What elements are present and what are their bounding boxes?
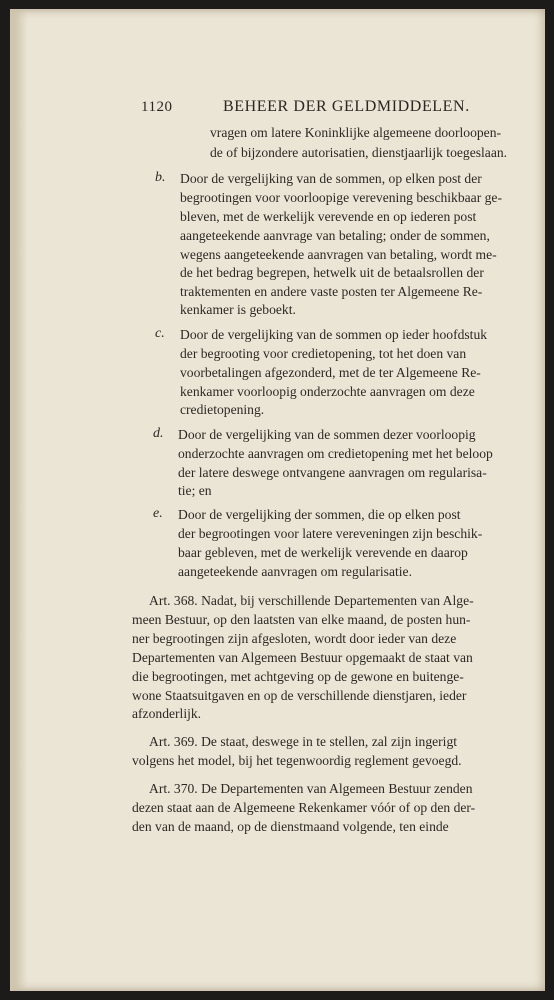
text-line: Door de vergelijking van de sommen op ieder hoofdstuk	[180, 327, 488, 342]
text-line: tie; en	[178, 483, 212, 498]
text-line: traktementen en andere vaste posten ter Algemeene Re-	[180, 284, 483, 299]
text-line: afzonderlijk.	[132, 706, 202, 721]
text-line: dezen staat aan de Algemeene Rekenkamer vóór of op den der-	[132, 800, 476, 815]
text-line: onderzochte aanvragen om credietopening met het beloop	[178, 446, 493, 461]
book-page	[10, 9, 545, 991]
text-line: die begrootingen, met achtgeving op de gewone en buitenge-	[132, 669, 464, 684]
running-title: BEHEER DER GELDMIDDELEN.	[223, 98, 470, 115]
text-line: credietopening.	[180, 402, 265, 417]
item-marker: b.	[155, 170, 166, 185]
text-line: aangeteekende aanvrage van betaling; onder de sommen,	[180, 228, 490, 243]
text-line: der begrootingen voor latere vereveningen zijn beschik-	[178, 526, 483, 541]
text-line: Door de vergelijking van de sommen, op elken post der	[180, 171, 482, 186]
text-line: volgens het model, bij het tegenwoordig reglement gevoegd.	[132, 753, 462, 768]
text-line: de of bijzondere autorisatien, dienstjaarlijk toegeslaan.	[210, 145, 508, 160]
item-marker: c.	[155, 326, 165, 341]
text-line: voorbetalingen afgezonderd, met de ter Algemeene Re-	[180, 365, 481, 380]
text-line: wone Staatsuitgaven en op de verschillende dienstjaren, ieder	[132, 688, 467, 703]
text-line: Door de vergelijking van de sommen dezer voorloopig	[178, 427, 476, 442]
text-line: Departementen van Algemeen Bestuur opgemaakt de staat van	[132, 650, 473, 665]
text-line: Art. 370. De Departementen van Algemeen Bestuur zenden	[149, 781, 473, 796]
text-line: bleven, met de werkelijk verevende en op iederen post	[180, 209, 477, 224]
text-line: de het bedrag begrepen, hetwelk uit de betaalsrollen der	[180, 265, 484, 280]
text-line: kenkamer is geboekt.	[180, 302, 296, 317]
text-line: vragen om latere Koninklijke algemeene doorloopen-	[210, 125, 502, 140]
text-line: Art. 369. De staat, deswege in te stellen, zal zijn ingerigt	[149, 734, 458, 749]
text-line: der begrooting voor credietopening, tot het doen van	[180, 346, 467, 361]
text-line: aangeteekende aanvragen om regularisatie.	[178, 564, 412, 579]
item-marker: e.	[153, 506, 163, 521]
text-line: der latere deswege ontvangene aanvragen om regularisa-	[178, 465, 487, 480]
text-line: wegens aangeteekende aanvragen van betaling, wordt me-	[180, 247, 497, 262]
text-line: Art. 368. Nadat, bij verschillende Departementen van Alge-	[149, 593, 474, 608]
text-line: Door de vergelijking der sommen, die op elken post	[178, 507, 461, 522]
text-line: ner begrootingen zijn afgesloten, wordt door ieder van deze	[132, 631, 457, 646]
page-gutter-shadow	[10, 9, 28, 991]
text-line: meen Bestuur, op den laatsten van elke maand, de posten hun-	[132, 612, 471, 627]
text-line: den van de maand, op de dienstmaand volgende, ten einde	[132, 819, 449, 834]
text-line: kenkamer voorloopig onderzochte aanvragen om deze	[180, 384, 475, 399]
text-line: baar gebleven, met de werkelijk verevende en daarop	[178, 545, 468, 560]
page-number: 1120	[141, 99, 173, 115]
text-line: begrootingen voor voorloopige verevening beschikbaar ge-	[180, 190, 502, 205]
item-marker: d.	[153, 426, 164, 441]
